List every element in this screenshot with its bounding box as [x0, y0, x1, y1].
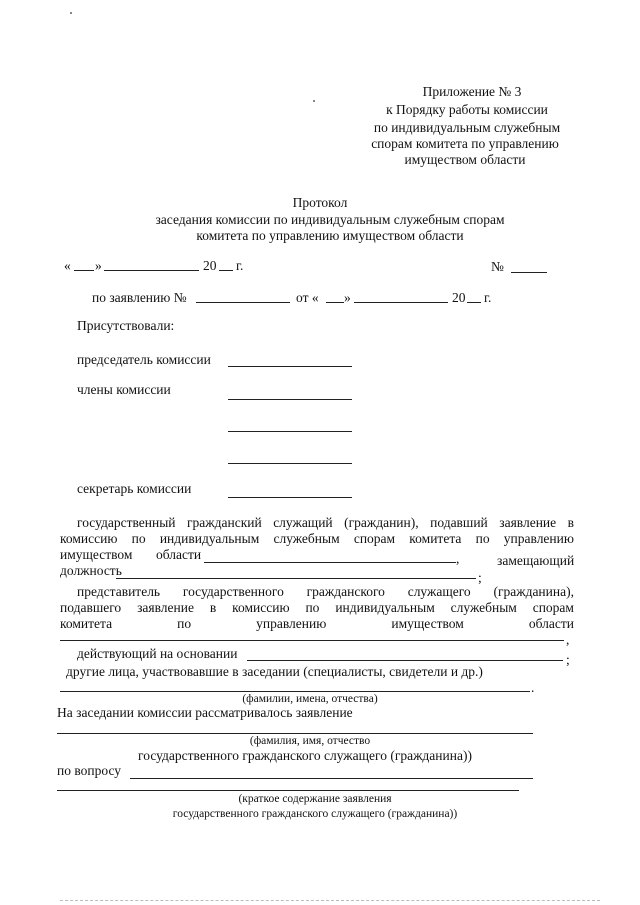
- word: комитета: [409, 531, 462, 546]
- date-year-blank: [219, 270, 233, 271]
- p1-line-2: [60, 531, 574, 547]
- word: подавший: [430, 515, 488, 530]
- p2-line-4-end: ,: [566, 632, 570, 647]
- word: комитета: [60, 616, 113, 631]
- word: спорам: [532, 600, 574, 615]
- word: заявление: [499, 515, 557, 530]
- application-year-suffix: г.: [484, 290, 492, 305]
- word: (гражданин),: [344, 515, 419, 530]
- position-blank: [116, 578, 476, 579]
- member-blank-3: [228, 463, 352, 464]
- p2-line-2: [60, 600, 574, 616]
- basis-label: действующий на основании: [77, 646, 238, 661]
- word: представитель: [77, 584, 161, 599]
- word: служащий: [273, 515, 333, 530]
- word: в: [567, 515, 574, 530]
- p2-line-1: [77, 584, 574, 600]
- question-blank-1: [130, 778, 533, 779]
- application-considered-label: На заседании комиссии рассматривалось заявление: [57, 705, 353, 720]
- appendix-line-1: Приложение № 3: [422, 84, 522, 99]
- appendix-line-2: к Порядку работы комиссии: [386, 102, 548, 117]
- word: по: [177, 616, 192, 631]
- document-subtitle-1: заседания комиссии по индивидуальным служебным спорам: [155, 212, 505, 227]
- representative-blank: [60, 640, 564, 641]
- application-from-label: от «: [296, 290, 319, 305]
- p1-line-4-end: ;: [478, 570, 482, 585]
- word: служебным: [273, 531, 340, 546]
- word: служебным: [450, 600, 517, 615]
- protocol-number-blank: [511, 272, 547, 273]
- application-year-blank: [467, 302, 481, 303]
- document-title: Протокол: [292, 195, 348, 210]
- appendix-line-3: по индивидуальным служебным: [373, 120, 561, 135]
- word: индивидуальным: [335, 600, 435, 615]
- application-quote-close: »: [344, 290, 351, 305]
- present-heading: Присутствовали:: [77, 318, 175, 333]
- word: государственного: [182, 584, 284, 599]
- other-persons-caption: (фамилии, имена, отчества): [242, 693, 378, 705]
- question-label: по вопросу: [57, 763, 122, 778]
- chairman-blank: [228, 366, 352, 367]
- word: подавшего: [60, 600, 122, 615]
- other-persons-label: другие лица, участвовавшие в заседании (специалисты, свидетели и др.): [66, 664, 483, 679]
- p2-line-3: [60, 616, 574, 632]
- document-subtitle-2: комитета по управлению имуществом области: [196, 228, 464, 243]
- applicant-caption-2: государственного гражданского служащего (гражданина)): [138, 748, 472, 763]
- word: служащего: [407, 584, 471, 599]
- date-year-prefix: 20: [203, 258, 217, 273]
- application-month-blank: [354, 302, 448, 303]
- application-number-label: по заявлению №: [92, 290, 187, 305]
- word: заявление: [137, 600, 194, 615]
- region-blank: [204, 562, 456, 563]
- p1-line-3-c: ,: [456, 551, 460, 566]
- basis-blank: [247, 660, 563, 661]
- other-persons-end: .: [531, 680, 535, 695]
- word: имуществом: [391, 616, 464, 631]
- word: по: [475, 531, 490, 546]
- word: управлению: [256, 616, 327, 631]
- scan-edge: [60, 900, 600, 901]
- chairman-label: председатель комиссии: [77, 352, 211, 367]
- word: гражданского: [306, 584, 385, 599]
- date-day-blank: [74, 270, 94, 271]
- question-caption-1: (краткое содержание заявления: [238, 793, 392, 805]
- secretary-label: секретарь комиссии: [77, 481, 192, 496]
- word: по: [305, 600, 320, 615]
- p1-line-3-a: имуществом: [60, 547, 133, 562]
- word: государственный: [77, 515, 176, 530]
- date-quote-open: «: [64, 258, 71, 273]
- members-label: члены комиссии: [77, 382, 171, 397]
- member-blank-2: [228, 431, 352, 432]
- word: гражданский: [187, 515, 262, 530]
- secretary-blank: [228, 497, 352, 498]
- word: комиссию: [232, 600, 290, 615]
- application-number-blank: [196, 302, 290, 303]
- word: в: [209, 600, 217, 615]
- word: области: [528, 616, 574, 631]
- p1-line-3-d: замещающий: [497, 553, 575, 568]
- word: спорам: [353, 531, 396, 546]
- question-caption-2: государственного гражданского служащего (гражданина)): [172, 808, 458, 820]
- appendix-line-4: спорам комитета по управлению: [371, 136, 559, 151]
- scan-speck: [70, 12, 72, 14]
- word: управлению: [503, 531, 574, 546]
- word: (гражданина),: [493, 584, 574, 599]
- date-month-blank: [104, 270, 199, 271]
- basis-end: ;: [566, 652, 570, 667]
- word: индивидуальным: [159, 531, 260, 546]
- word: по: [131, 531, 146, 546]
- application-year-prefix: 20: [452, 290, 466, 305]
- word: комиссию: [60, 531, 118, 546]
- date-quote-close: »: [95, 258, 102, 273]
- applicant-caption: (фамилия, имя, отчество: [249, 735, 371, 747]
- date-year-suffix: г.: [236, 258, 244, 273]
- application-day-blank: [326, 302, 344, 303]
- member-blank-1: [228, 399, 352, 400]
- scan-speck: [313, 100, 315, 102]
- p1-line-4: должность: [60, 563, 122, 578]
- p1-line-3-b: области: [156, 547, 202, 562]
- p1-line-1: [77, 515, 574, 531]
- appendix-line-5: имуществом области: [404, 152, 526, 167]
- protocol-number-label: №: [491, 259, 504, 274]
